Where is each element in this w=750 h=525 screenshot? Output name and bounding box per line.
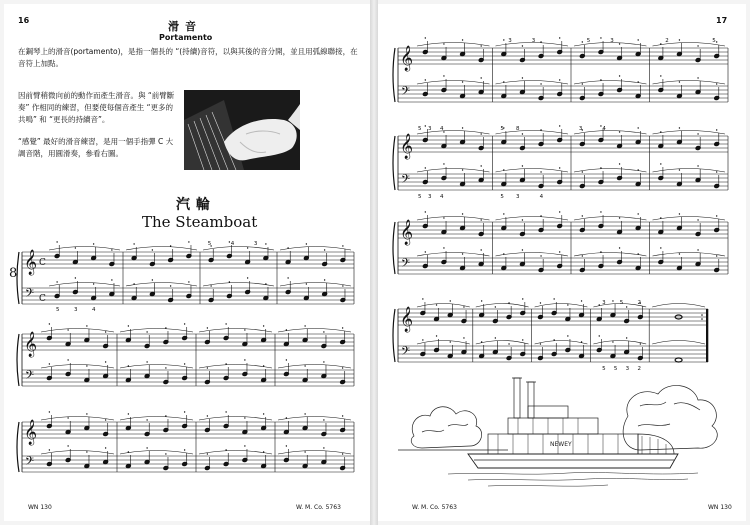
- fingering-number: 4: [440, 126, 444, 132]
- footer-catalog-left: W. M. Co. 5763: [296, 504, 341, 511]
- note-group: [423, 125, 484, 150]
- note-group: [580, 125, 641, 148]
- left-system-1: [17, 241, 354, 304]
- bass-staff: [398, 258, 728, 274]
- repeat-dot: [701, 318, 703, 320]
- left-score: [4, 4, 370, 521]
- note-group: [54, 277, 114, 300]
- note-group: [205, 411, 267, 434]
- note-group: [420, 335, 467, 358]
- note-group: [420, 298, 467, 323]
- brace: [393, 222, 395, 274]
- slur-mark: [417, 253, 490, 257]
- note-group: [538, 298, 585, 321]
- note-group: [538, 335, 585, 360]
- section-heading-cn: 滑音: [168, 20, 202, 33]
- right-system-1: [393, 37, 728, 102]
- intro-paragraph: 在鋼琴上的滑音(portamento)，是指一個長的 “(持續)音符，以與其後的音分開，並且用弧線聯接，在音符上加點。: [18, 47, 358, 68]
- slur-mark: [120, 451, 193, 455]
- slur-mark: [496, 131, 569, 135]
- fingering-number: 3: [610, 38, 614, 44]
- note-group: [658, 75, 719, 100]
- right-system-3: [393, 211, 728, 274]
- fingering-number: 3: [508, 38, 512, 44]
- note-group: [205, 359, 267, 384]
- slur-mark: [417, 43, 490, 47]
- brace: [17, 252, 19, 304]
- page-number-left: 16: [18, 16, 30, 25]
- right-page: [378, 4, 746, 521]
- time-signature: C: [39, 258, 46, 268]
- treble-clef-icon: 𝄞: [400, 134, 414, 159]
- slur-mark: [417, 169, 490, 173]
- boat-name-label: NEWEY: [550, 441, 572, 448]
- slur-mark: [49, 283, 120, 287]
- note-group: [658, 163, 719, 188]
- fingering-number: 2: [637, 300, 641, 306]
- fingering-number: 3: [516, 194, 520, 200]
- bass-clef-icon: 𝄢: [25, 287, 35, 303]
- note-group: [285, 277, 345, 302]
- fingering-number: 4: [440, 194, 444, 200]
- fingering-number: 4: [539, 194, 544, 200]
- slur-mark: [535, 341, 588, 345]
- fingering-number: 4: [602, 126, 606, 132]
- fingering-number: 4: [92, 307, 96, 313]
- piece-title-en: The Steamboat: [142, 213, 258, 231]
- slur-mark: [653, 81, 726, 85]
- slur-mark: [199, 329, 272, 333]
- note-group: [126, 411, 188, 436]
- fingering-number: 3: [625, 366, 630, 372]
- slur-mark: [574, 217, 647, 221]
- bass-clef-icon: 𝄢: [25, 455, 35, 471]
- note-group: [47, 323, 109, 348]
- slur-mark: [203, 283, 274, 287]
- treble-clef-icon: 𝄞: [24, 250, 38, 275]
- note-group: [658, 247, 719, 272]
- time-signature: C: [39, 294, 46, 304]
- fingering-number: 5: [207, 241, 212, 247]
- brace: [17, 422, 19, 472]
- note-group: [501, 211, 562, 236]
- slur-mark: [496, 217, 569, 221]
- note-group: [47, 359, 109, 382]
- slur-mark: [653, 169, 726, 173]
- footer-right-code: WN 130: [708, 504, 732, 511]
- right-system-4: [393, 298, 708, 362]
- brace: [17, 334, 19, 386]
- note-group: [580, 163, 641, 188]
- bass-clef-icon: 𝄢: [401, 257, 411, 273]
- slur-mark: [417, 217, 490, 221]
- treble-clef-icon: 𝄞: [24, 332, 38, 357]
- treble-clef-icon: 𝄞: [400, 307, 414, 332]
- fingering-number: 8: [516, 126, 520, 132]
- bass-staff: [398, 174, 728, 190]
- slur-mark: [41, 365, 114, 369]
- note-group: [501, 125, 562, 150]
- slur-mark: [278, 417, 351, 421]
- slur-mark: [199, 417, 272, 421]
- bass-clef-icon: 𝄢: [401, 173, 411, 189]
- slur-mark: [496, 253, 569, 257]
- slur-mark: [496, 81, 569, 85]
- bass-staff: [398, 86, 728, 102]
- note-group: [423, 211, 484, 236]
- footer-catalog-right: W. M. Co. 5763: [412, 504, 457, 511]
- treble-clef-icon: 𝄞: [400, 220, 414, 245]
- whole-note: [675, 358, 682, 362]
- fingering-number: 5: [500, 126, 504, 132]
- slur-mark: [574, 253, 647, 257]
- slur-mark: [280, 247, 351, 251]
- left-page: [4, 4, 370, 521]
- steamboat-illustration: [378, 376, 746, 506]
- piece-number: 8: [9, 266, 18, 281]
- book-gutter: [370, 0, 378, 525]
- slur-mark: [653, 253, 726, 257]
- slur-mark: [120, 365, 193, 369]
- fingering-number: 5: [712, 38, 716, 44]
- note-group: [580, 75, 641, 100]
- fingering-number: 5: [602, 366, 606, 372]
- fingering-number: 3: [602, 300, 606, 306]
- note-group: [47, 445, 109, 468]
- repeat-dot: [701, 314, 703, 316]
- note-group: [54, 241, 114, 266]
- left-system-3: [17, 411, 354, 472]
- note-group: [423, 75, 484, 98]
- note-group: [208, 277, 268, 302]
- bass-clef-icon: 𝄢: [401, 85, 411, 101]
- note-group: [580, 247, 641, 272]
- bass-clef-icon: 𝄢: [25, 369, 35, 385]
- note-group: [423, 37, 484, 62]
- slur-mark: [126, 247, 197, 251]
- slur-mark: [120, 329, 193, 333]
- note-group: [131, 241, 191, 266]
- slur-mark: [278, 365, 351, 369]
- note-group: [423, 163, 484, 186]
- slur-mark: [49, 247, 120, 251]
- fingering-number: 2: [665, 38, 669, 44]
- fingering-number: 5: [500, 194, 504, 200]
- slur-mark: [574, 169, 647, 173]
- fingering-number: 3: [253, 241, 258, 247]
- treble-clef-icon: 𝄞: [400, 46, 414, 71]
- note-group: [205, 445, 267, 470]
- note-group: [479, 298, 526, 323]
- footer-left-code: WN 130: [28, 504, 52, 511]
- slur-mark: [653, 217, 726, 221]
- slur-mark: [574, 81, 647, 85]
- fingering-number: 5: [619, 300, 624, 306]
- slur-mark: [574, 131, 647, 135]
- slur-mark: [203, 247, 274, 251]
- note-group: [423, 247, 484, 270]
- note-group: [126, 323, 188, 348]
- slur-mark: [120, 417, 193, 421]
- slur-mark: [41, 329, 114, 333]
- fingering-number: 3: [428, 126, 432, 132]
- slur-mark: [41, 451, 114, 455]
- note-group: [205, 323, 267, 346]
- slur-mark: [199, 365, 272, 369]
- note-group: [284, 359, 346, 384]
- section-heading-en: Portamento: [159, 33, 213, 42]
- fingering-number: 3: [74, 307, 78, 313]
- page-number-right: 17: [716, 16, 728, 25]
- slur-mark: [652, 304, 705, 308]
- brace: [393, 309, 395, 362]
- slur-mark: [41, 417, 114, 421]
- brace: [393, 48, 395, 102]
- slur-mark: [278, 329, 351, 333]
- brace: [393, 136, 395, 190]
- piece-title-cn: 汽輪: [176, 197, 216, 213]
- slur-mark: [126, 283, 197, 287]
- fingering-number: 5: [418, 126, 422, 132]
- slur-mark: [652, 341, 705, 345]
- note-group: [597, 335, 644, 360]
- treble-clef-icon: 𝄞: [24, 420, 38, 445]
- slur-mark: [496, 169, 569, 173]
- fingering-number: 3: [428, 194, 432, 200]
- fingering-number: 3: [531, 38, 536, 44]
- bass-clef-icon: 𝄢: [401, 345, 411, 361]
- fingering-number: 5: [586, 38, 591, 44]
- left-system-2: [17, 323, 354, 386]
- note-group: [208, 241, 268, 264]
- fingering-number: 5: [56, 307, 60, 313]
- slur-mark: [280, 283, 351, 287]
- fingering-number: 5: [613, 366, 618, 372]
- fingering-number: 4: [230, 241, 235, 247]
- note-group: [47, 411, 109, 436]
- fingering-number: 2: [637, 366, 641, 372]
- slur-mark: [417, 81, 490, 85]
- slur-mark: [278, 451, 351, 455]
- fingering-number: 5: [418, 194, 422, 200]
- right-system-2: [393, 125, 728, 190]
- fingering-number: 3: [578, 126, 583, 132]
- slur-mark: [476, 341, 529, 345]
- slur-mark: [653, 131, 726, 135]
- note-group: [284, 445, 346, 470]
- slur-mark: [199, 451, 272, 455]
- exercise-paragraph: “感覺” 最好的滑音練習，是用一個手指彈 C 大調音階，用圓滑奏，參看右圖。: [18, 137, 174, 158]
- final-barline: [706, 309, 708, 362]
- note-group: [580, 211, 641, 234]
- technique-paragraph: 因前臂稍微向前的動作而產生滑音。與 “前臂斷奏” 作相同的練習，但要使每個音產生 “更多的共鳴” 和 “更長的持續音”。: [18, 91, 175, 124]
